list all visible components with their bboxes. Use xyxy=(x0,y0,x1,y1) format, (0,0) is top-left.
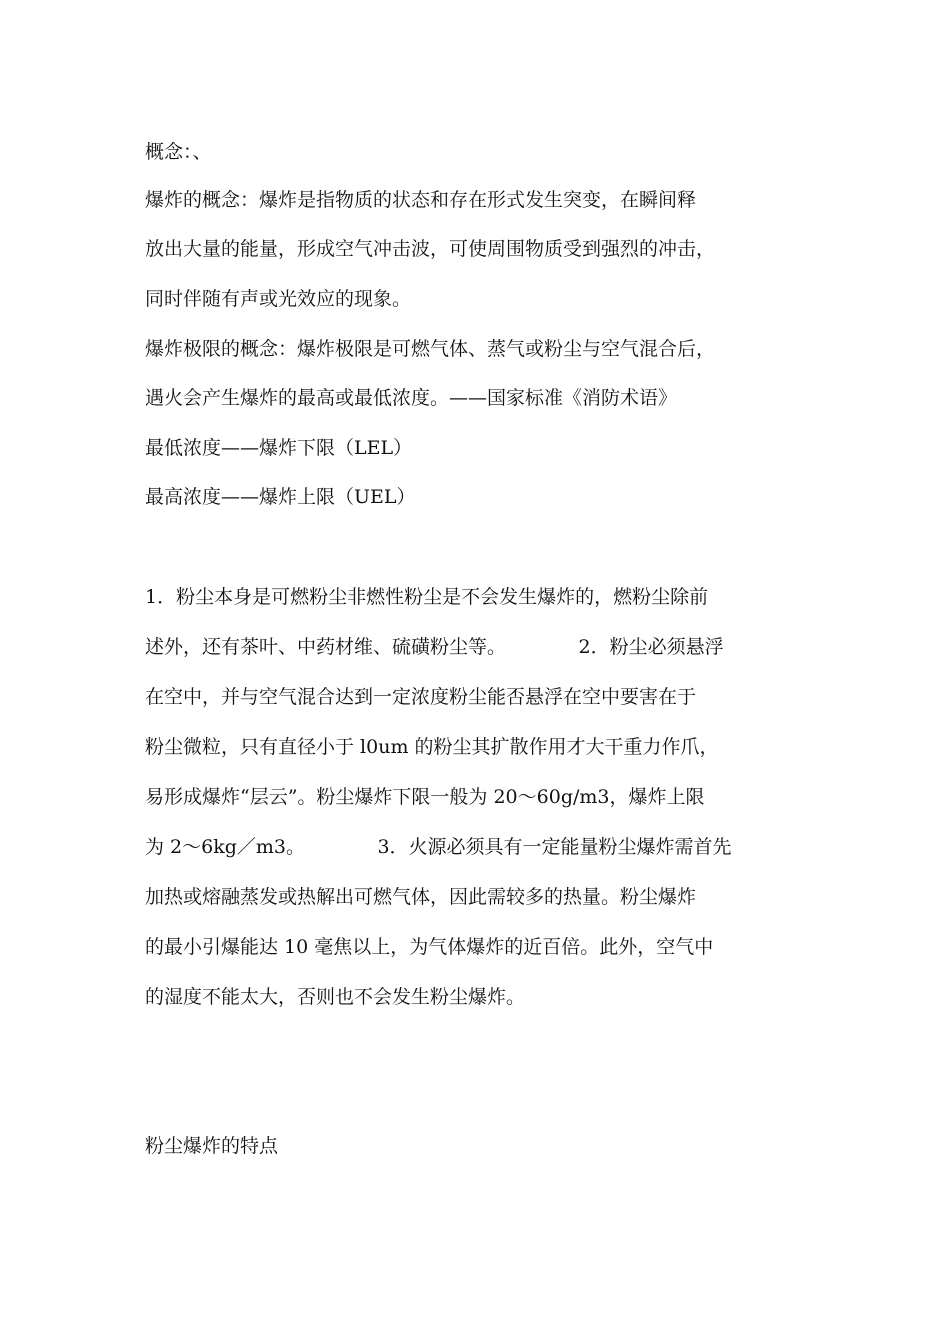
explosion-definition-line-3: 同时伴随有声或光效应的现象。 xyxy=(145,288,412,310)
conditions-line-7: 加热或熔融蒸发或热解出可燃气体，因此需较多的热量。粉尘爆炸 xyxy=(145,886,697,908)
conditions-line-4: 粉尘微粒，只有直径小于 l0um 的粉尘其扩散作用才大干重力作爪， xyxy=(145,736,719,758)
explosion-limit-definition-line-1: 爆炸极限的概念：爆炸极限是可燃气体、蒸气或粉尘与空气混合后， xyxy=(145,338,716,360)
conditions-line-8: 的最小引爆能达 10 毫焦以上，为气体爆炸的近百倍。此外，空气中 xyxy=(145,936,714,958)
lower-explosion-limit: 最低浓度——爆炸下限（LEL） xyxy=(145,437,413,459)
explosion-limit-definition-line-2: 遇火会产生爆炸的最高或最低浓度。——国家标准《消防术语》 xyxy=(145,387,678,409)
intro-heading: 概念：、 xyxy=(145,141,212,163)
conditions-line-5: 易形成爆炸“层云”。粉尘爆炸下限一般为 20～60g/m3，爆炸上限 xyxy=(145,786,705,808)
explosion-definition-line-2: 放出大量的能量，形成空气冲击波，可使周围物质受到强烈的冲击， xyxy=(145,238,716,260)
conditions-line-6: 为 2～6kg／m3。 3．火源必须具有一定能量粉尘爆炸需首先 xyxy=(145,836,732,858)
section-title: 粉尘爆炸的特点 xyxy=(145,1135,279,1157)
conditions-line-9: 的湿度不能太大，否则也不会发生粉尘爆炸。 xyxy=(145,986,526,1008)
conditions-line-1: 1．粉尘本身是可燃粉尘非燃性粉尘是不会发生爆炸的，燃粉尘除前 xyxy=(145,586,709,608)
explosion-definition-line-1: 爆炸的概念：爆炸是指物质的状态和存在形式发生突变，在瞬间释 xyxy=(145,189,697,211)
document-body xyxy=(145,0,825,1344)
conditions-line-3: 在空中，并与空气混合达到一定浓度粉尘能否悬浮在空中要害在于 xyxy=(145,686,697,708)
upper-explosion-limit: 最高浓度——爆炸上限（UEL） xyxy=(145,486,416,508)
conditions-line-2: 述外，还有茶叶、中药材维、硫磺粉尘等。 2．粉尘必须悬浮 xyxy=(145,636,724,658)
